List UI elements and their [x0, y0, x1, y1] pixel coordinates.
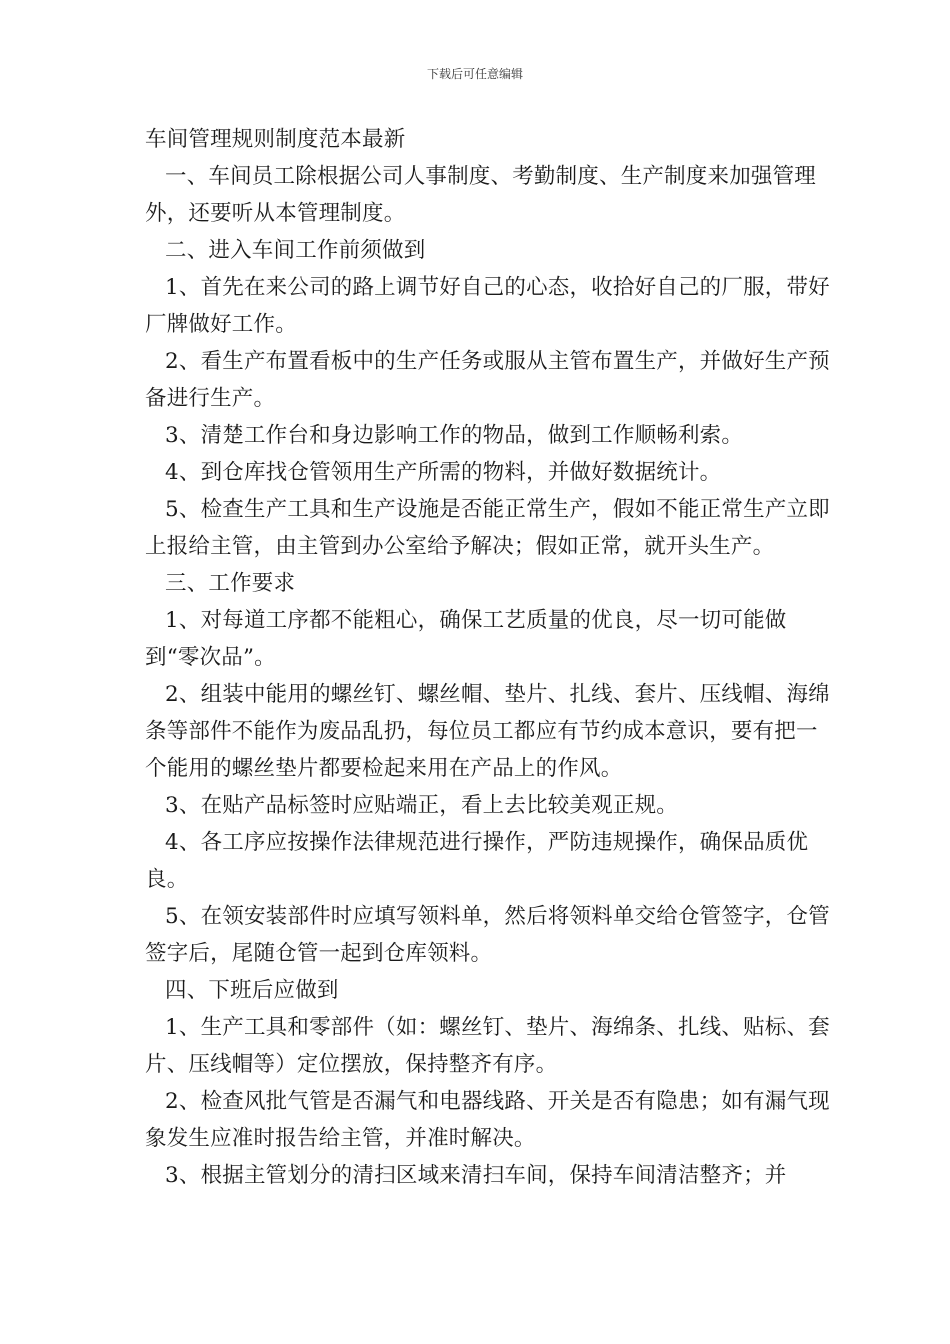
paragraph: 5、检查生产工具和生产设施是否能正常生产，假如不能正常生产立即上报给主管，由主管到办公室给予解决；假如正常，就开头生产。 — [145, 497, 830, 559]
paragraph: 3、清楚工作台和身边影响工作的物品，做到工作顺畅利索。 — [165, 423, 744, 448]
page-header-note: 下载后可任意编辑 — [426, 67, 523, 81]
paragraph: 一、车间员工除根据公司人事制度、考勤制度、生产制度来加强管理外，还要听从本管理制度。 — [145, 164, 817, 226]
paragraph: 4、各工序应按操作法律规范进行操作，严防违规操作，确保品质优良。 — [145, 830, 809, 892]
paragraph: 2、检查风批气管是否漏气和电器线路、开关是否有隐患；如有漏气现象发生应准时报告给主管，并准时解决。 — [145, 1089, 830, 1151]
paragraph: 2、组装中能用的螺丝钉、螺丝帽、垫片、扎线、套片、压线帽、海绵条等部件不能作为废品乱扔，每位员工都应有节约成本意识，要有把一个能用的螺丝垫片都要检起来用在产品上的作风。 — [145, 682, 830, 781]
paragraph: 2、看生产布置看板中的生产任务或服从主管布置生产，并做好生产预备进行生产。 — [145, 349, 830, 411]
paragraph: 1、生产工具和零部件（如：螺丝钉、垫片、海绵条、扎线、贴标、套片、压线帽等）定位摆放，保持整齐有序。 — [145, 1015, 830, 1077]
document-body — [145, 121, 835, 1194]
paragraph: 1、对每道工序都不能粗心，确保工艺质量的优良，尽一切可能做到“零次品”。 — [145, 608, 787, 670]
section-heading: 三、工作要求 — [165, 571, 296, 596]
paragraph: 5、在领安装部件时应填写领料单，然后将领料单交给仓管签字，仓管签字后，尾随仓管一起到仓库领料。 — [145, 904, 830, 966]
document-title: 车间管理规则制度范本最新 — [145, 127, 406, 152]
section-heading: 四、下班后应做到 — [165, 978, 339, 1003]
paragraph: 3、根据主管划分的清扫区域来清扫车间，保持车间清洁整齐；并 — [165, 1163, 787, 1188]
paragraph: 4、到仓库找仓管领用生产所需的物料，并做好数据统计。 — [165, 460, 722, 485]
paragraph: 1、首先在来公司的路上调节好自己的心态，收拾好自己的厂服，带好厂牌做好工作。 — [145, 275, 830, 337]
paragraph: 3、在贴产品标签时应贴端正，看上去比较美观正规。 — [165, 793, 678, 818]
section-heading: 二、进入车间工作前须做到 — [165, 238, 426, 263]
